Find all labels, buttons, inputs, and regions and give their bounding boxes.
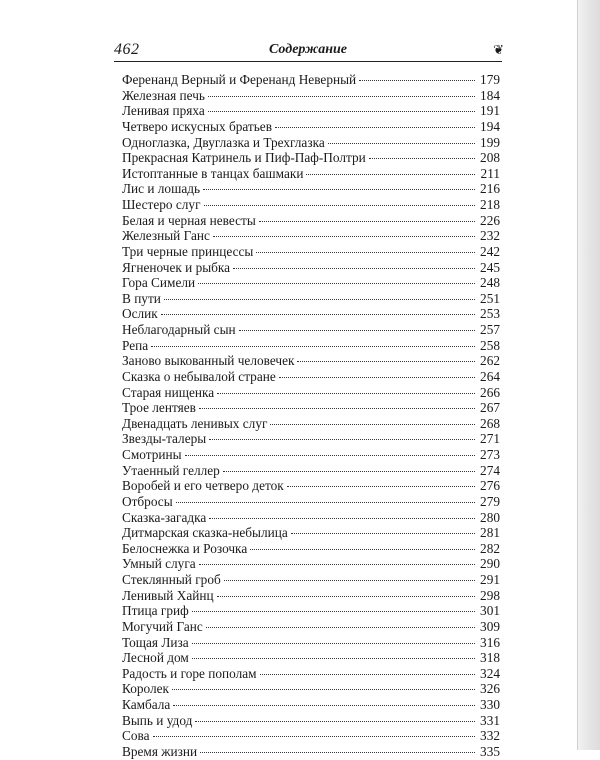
toc-entry [122, 166, 500, 182]
toc-entry-page: 248 [480, 275, 500, 291]
dot-leader [260, 674, 475, 675]
toc-entry-title: Утаенный геллер [122, 462, 220, 478]
toc-entry [122, 478, 500, 494]
dot-leader [153, 736, 475, 737]
toc-entry [122, 275, 500, 291]
toc-entry [122, 447, 500, 463]
toc-entry [122, 572, 500, 588]
table-of-contents [122, 72, 500, 760]
dot-leader [239, 330, 475, 331]
toc-entry [122, 181, 500, 197]
dot-leader [199, 564, 475, 565]
toc-entry [122, 494, 500, 510]
toc-entry-title: Время жизни [122, 743, 198, 759]
ornament-icon: ❦ [493, 42, 504, 57]
toc-entry-page: 274 [480, 462, 500, 478]
toc-entry-page: 268 [480, 415, 500, 431]
toc-entry [122, 619, 500, 635]
dot-leader [192, 643, 475, 644]
toc-entry-page: 264 [480, 368, 500, 384]
toc-entry-page: 326 [480, 681, 500, 697]
toc-entry [122, 88, 500, 104]
dot-leader [270, 424, 475, 425]
toc-entry [122, 728, 500, 744]
toc-entry-page: 211 [480, 165, 500, 181]
dot-leader [195, 721, 475, 722]
page-header [114, 40, 502, 60]
toc-entry [122, 556, 500, 572]
dot-leader [306, 174, 475, 175]
toc-entry-page: 267 [480, 400, 500, 416]
toc-entry [122, 103, 500, 119]
toc-entry [122, 666, 500, 682]
toc-entry [122, 150, 500, 166]
toc-entry-title: Шестеро слуг [122, 197, 201, 212]
dot-leader [213, 236, 475, 237]
toc-entry [122, 681, 500, 697]
dot-leader [185, 455, 475, 456]
toc-entry-title: Королек [122, 681, 169, 697]
toc-entry-page: 271 [480, 431, 500, 447]
toc-entry-page: 184 [480, 87, 500, 103]
toc-entry-title: Прекрасная Катринель и Пиф-Паф-Полтри [122, 150, 366, 166]
toc-entry-title: Истоптанные в танцах башмаки [122, 165, 304, 181]
toc-entry-title: Сказка-загадка [122, 509, 207, 525]
toc-entry-title: Трое лентяев [122, 400, 196, 416]
toc-entry [122, 369, 500, 385]
toc-entry [122, 463, 500, 479]
toc-entry-page: 266 [480, 384, 500, 400]
dot-leader [173, 705, 475, 706]
toc-entry-title: Неблагодарный сын [122, 322, 236, 337]
toc-entry [122, 119, 500, 135]
toc-entry [122, 713, 500, 729]
toc-entry-title: Птица гриф [122, 603, 189, 619]
toc-entry-title: Радость и горе пополам [122, 665, 257, 681]
toc-entry-page: 290 [480, 556, 500, 572]
dot-leader [297, 361, 475, 362]
toc-entry [122, 322, 500, 338]
toc-entry-page: 216 [480, 181, 500, 197]
dot-leader [250, 549, 475, 550]
toc-entry-page: 191 [480, 103, 500, 119]
dot-leader [224, 580, 475, 581]
toc-entry-page: 258 [480, 337, 500, 353]
dot-leader [256, 252, 475, 253]
toc-entry-page: 273 [480, 447, 500, 462]
toc-entry-title: Белая и черная невесты [122, 212, 256, 228]
toc-entry-title: Ленивый Хайнц [122, 587, 214, 603]
toc-entry [122, 650, 500, 666]
toc-entry-title: Тощая Лиза [122, 634, 189, 650]
toc-entry-page: 316 [480, 634, 500, 650]
toc-entry-page: 208 [480, 150, 500, 166]
toc-entry [122, 510, 500, 526]
toc-entry-title: Отбросы [122, 493, 173, 509]
page-number: 462 [114, 41, 140, 58]
toc-entry-page: 262 [480, 353, 500, 369]
toc-entry-page: 298 [480, 587, 500, 603]
toc-entry [122, 353, 500, 369]
toc-entry [122, 213, 500, 229]
toc-entry-title: Воробей и его четверо деток [122, 478, 284, 494]
toc-entry-page: 332 [480, 728, 500, 744]
toc-entry [122, 291, 500, 307]
toc-entry-page: 199 [480, 134, 500, 150]
toc-entry-title: Смотрины [122, 447, 182, 462]
toc-entry-title: Старая нищенка [122, 384, 215, 400]
toc-entry [122, 244, 500, 260]
toc-entry-title: Могучий Ганс [122, 618, 203, 634]
toc-entry [122, 260, 500, 276]
toc-entry [122, 431, 500, 447]
toc-entry [122, 635, 500, 651]
dot-leader [275, 127, 475, 128]
dot-leader [209, 518, 475, 519]
dot-leader [279, 377, 475, 378]
toc-entry-title: Умный слуга [122, 556, 196, 572]
dot-leader [200, 752, 475, 753]
toc-entry-page: 291 [480, 572, 500, 587]
toc-entry [122, 588, 500, 604]
dot-leader [223, 471, 475, 472]
toc-entry-title: В пути [122, 290, 161, 306]
toc-entry [122, 385, 500, 401]
dot-leader [208, 96, 475, 97]
toc-entry-title: Заново выкованный человечек [122, 353, 295, 369]
toc-entry [122, 416, 500, 432]
toc-entry [122, 338, 500, 354]
toc-entry-title: Лис и лошадь [122, 181, 201, 197]
toc-entry-title: Ферeнанд Верный и Ферeнанд Неверный [122, 72, 357, 87]
toc-entry-page: 309 [480, 618, 500, 634]
dot-leader [172, 689, 475, 690]
page-edge-shadow [577, 0, 600, 750]
toc-entry-page: 245 [480, 259, 500, 275]
toc-entry-title: Репа [122, 337, 149, 353]
toc-entry [122, 72, 500, 88]
toc-entry [122, 306, 500, 322]
toc-entry [122, 697, 500, 713]
toc-entry-title: Ягненочек и рыбка [122, 259, 231, 275]
toc-entry-title: Железная печь [122, 87, 205, 103]
toc-entry-page: 253 [480, 306, 500, 322]
toc-entry-page: 226 [480, 212, 500, 228]
dot-leader [208, 111, 475, 112]
toc-entry [122, 603, 500, 619]
toc-entry-page: 301 [480, 603, 500, 619]
toc-entry-page: 257 [480, 322, 500, 337]
toc-entry [122, 228, 500, 244]
dot-leader [161, 314, 475, 315]
toc-entry-page: 330 [480, 697, 500, 712]
toc-entry [122, 135, 500, 151]
toc-entry-page: 242 [480, 243, 500, 259]
toc-entry-title: Двенадцать ленивых слуг [122, 415, 268, 431]
toc-entry-title: Сказка о небывалой стране [122, 368, 276, 384]
toc-entry-title: Выпь и удод [122, 712, 193, 728]
dot-leader [198, 283, 475, 284]
toc-entry-page: 279 [480, 493, 500, 509]
toc-entry-title: Ослик [122, 306, 158, 322]
toc-entry-page: 318 [480, 650, 500, 666]
toc-entry-page: 331 [480, 712, 500, 728]
header-rule [114, 61, 502, 62]
toc-entry-page: 194 [480, 118, 500, 134]
toc-entry-title: Железный Ганс [122, 228, 210, 244]
toc-entry-title: Четверо искусных братьев [122, 118, 272, 134]
dot-leader [259, 221, 475, 222]
toc-entry-title: Дитмарская сказка-небылица [122, 525, 288, 541]
dot-leader [359, 80, 475, 81]
toc-entry-page: 324 [480, 665, 500, 681]
dot-leader [287, 486, 475, 487]
dot-leader [192, 658, 475, 659]
toc-entry [122, 541, 500, 557]
toc-entry-page: 280 [480, 509, 500, 525]
toc-entry-title: Звезды-талеры [122, 431, 207, 447]
dot-leader [233, 268, 475, 269]
toc-entry-page: 276 [480, 478, 500, 494]
dot-leader [291, 533, 475, 534]
toc-entry [122, 525, 500, 541]
toc-entry-title: Белоснежка и Розочка [122, 540, 248, 556]
dot-leader [369, 158, 475, 159]
toc-entry-title: Сова [122, 728, 150, 744]
dot-leader [217, 393, 475, 394]
toc-entry-page: 232 [480, 228, 500, 244]
dot-leader [151, 346, 475, 347]
dot-leader [176, 502, 475, 503]
dot-leader [209, 439, 475, 440]
toc-entry [122, 197, 500, 213]
toc-entry-title: Три черные принцессы [122, 243, 254, 259]
toc-entry-page: 179 [480, 72, 500, 87]
toc-entry-title: Стеклянный гроб [122, 572, 221, 587]
toc-entry-title: Лесной дом [122, 650, 189, 666]
dot-leader [192, 611, 475, 612]
dot-leader [203, 189, 475, 190]
toc-entry-title: Одноглазка, Двуглазка и Трехглазка [122, 134, 325, 150]
toc-entry-page: 335 [480, 743, 500, 759]
toc-entry-title: Ленивая пряха [122, 103, 205, 119]
toc-entry-page: 218 [480, 197, 500, 212]
toc-entry-title: Гора Симели [122, 275, 196, 291]
running-title: Содержание [269, 42, 347, 57]
toc-entry-page: 281 [480, 525, 500, 541]
dot-leader [164, 299, 475, 300]
toc-entry [122, 744, 500, 760]
toc-entry [122, 400, 500, 416]
dot-leader [199, 408, 475, 409]
dot-leader [206, 627, 475, 628]
dot-leader [328, 143, 475, 144]
toc-entry-page: 282 [480, 540, 500, 556]
dot-leader [204, 205, 475, 206]
toc-entry-title: Камбала [122, 697, 171, 712]
toc-entry-page: 251 [480, 290, 500, 306]
dot-leader [217, 596, 475, 597]
